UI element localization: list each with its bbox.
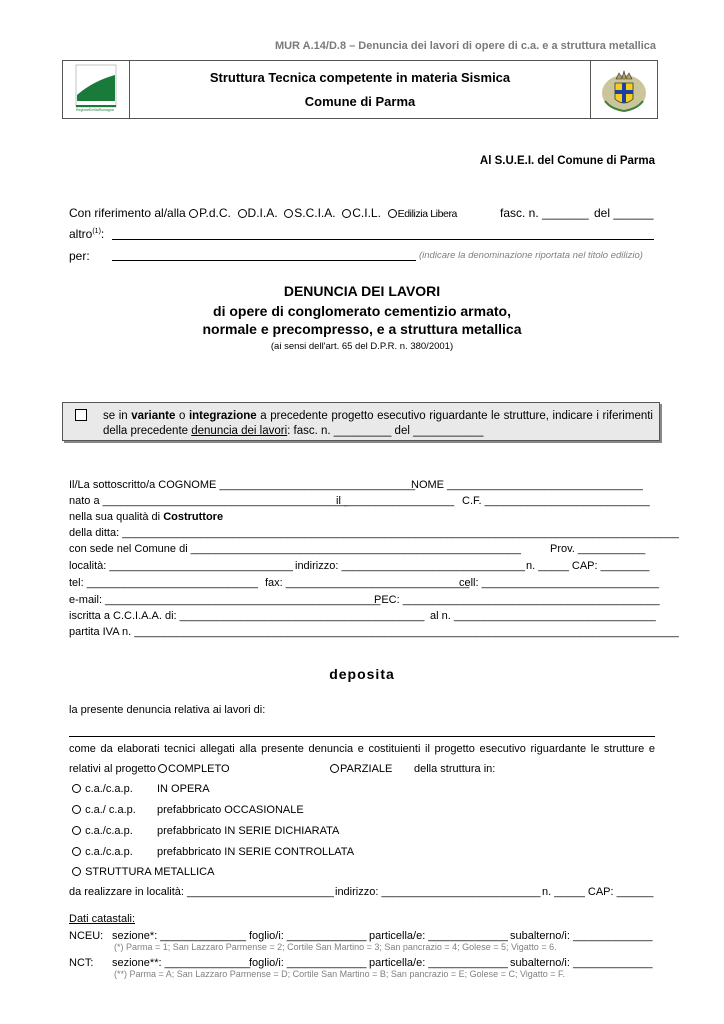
cell-field[interactable]: cell: _____________________________ <box>459 577 660 589</box>
nct-subalterno-field[interactable]: subalterno/i: _____________ <box>510 957 653 969</box>
partita-iva-field[interactable]: partita IVA n. _________________________________________________________________________________________ <box>69 626 679 638</box>
variant-box <box>62 402 660 441</box>
altro-footnote-marker: (1) <box>92 228 101 235</box>
works-field[interactable] <box>69 736 655 737</box>
legal-reference: (ai sensi dell'art. 65 del D.P.R. n. 380/2001) <box>270 341 454 352</box>
edilizia-libera-radio[interactable] <box>388 209 397 218</box>
type-option-occasionale[interactable]: c.a./ c.a.p. <box>72 804 136 816</box>
type-radio[interactable] <box>72 847 81 856</box>
parma-crest-cell <box>590 61 657 118</box>
nct-foglio-field[interactable]: foglio/i: _____________ <box>249 957 367 969</box>
cciaa-number-field[interactable]: al n. _________________________________ <box>430 610 656 622</box>
sede-field[interactable]: con sede nel Comune di ______________________________________________________ <box>69 543 522 555</box>
recipient: Al S.U.E.I. del Comune di Parma <box>479 155 655 167</box>
type-radio[interactable] <box>72 784 81 793</box>
reference-row <box>69 206 457 220</box>
fax-field[interactable]: fax: ______________________________ <box>265 577 470 589</box>
per-hint: (indicare la denominazione riportata nel titolo edilizio) <box>419 250 643 261</box>
type-label: prefabbricato OCCASIONALE <box>157 804 304 816</box>
nceu-particella-field[interactable]: particella/e: _____________ <box>369 930 508 942</box>
realizzare-localita-field[interactable]: da realizzare in località: ________________________ <box>69 886 334 898</box>
nct-sezione-field[interactable]: sezione**: ______________ <box>112 957 251 969</box>
nato-field[interactable]: nato a ________________________________________ <box>69 495 348 507</box>
per-field[interactable] <box>112 260 416 261</box>
variant-text: se in variante o integrazione a precedente progetto esecutivo riguardante le strutture, indicare i riferimenti della precedente denuncia dei lavori: fasc. n. _________ del ___________ <box>103 410 653 437</box>
header-title: Struttura Tecnica competente in materia Sismica <box>209 70 511 85</box>
per-label: per: <box>69 249 90 263</box>
type-label: prefabbricato IN SERIE CONTROLLATA <box>157 846 355 858</box>
altro-field[interactable] <box>112 239 654 240</box>
type-radio[interactable] <box>72 805 81 814</box>
nome-field[interactable]: NOME ________________________________ <box>411 479 643 491</box>
edilizia-libera-label: Edilizia Libera <box>397 208 457 220</box>
type-option-in-opera[interactable]: c.a./c.a.p. <box>72 783 133 795</box>
scia-radio[interactable] <box>284 209 293 218</box>
main-title: DENUNCIA DEI LAVORI <box>283 283 441 299</box>
variant-checkbox[interactable] <box>75 409 87 421</box>
parma-coat-of-arms-icon <box>591 61 657 118</box>
header-subtitle: Comune di Parma <box>304 94 416 109</box>
nceu-foglio-field[interactable]: foglio/i: _____________ <box>249 930 367 942</box>
dia-label: D.I.A. <box>247 206 278 220</box>
works-intro: la presente denuncia relativa ai lavori di: <box>69 704 266 716</box>
type-option-metallica[interactable]: STRUTTURA METALLICA <box>72 866 214 878</box>
del-field[interactable]: del ______ <box>594 206 654 220</box>
cil-radio[interactable] <box>342 209 351 218</box>
localita-field[interactable]: località: ______________________________ <box>69 560 293 572</box>
main-subtitle-1: di opere di conglomerato cementizio armato, <box>213 303 511 319</box>
nct-label: NCT: <box>69 957 94 969</box>
ditta-field[interactable]: della ditta: ___________________________________________________________________________________________ <box>69 527 679 539</box>
nceu-subalterno-field[interactable]: subalterno/i: _____________ <box>510 930 653 942</box>
fasc-field[interactable]: fasc. n. _______ <box>500 206 589 220</box>
pdc-radio[interactable] <box>189 209 198 218</box>
tel-field[interactable]: tel: ____________________________ <box>69 577 259 589</box>
region-logo-cell <box>63 61 130 118</box>
nceu-note: (*) Parma = 1; San Lazzaro Parmense = 2; Cortile San Martino = 3; San pancrazio = 4; Golese = 5; Vigatto = 6. <box>114 942 557 952</box>
reference-prefix: Con riferimento al/alla <box>69 206 186 220</box>
della-struttura-label: della struttura in: <box>414 763 496 775</box>
altro-label: altro$^{(1)}$: <box>69 227 105 241</box>
type-radio[interactable] <box>72 867 81 876</box>
nct-particella-field[interactable]: particella/e: _____________ <box>369 957 508 969</box>
works-indirizzo-field[interactable]: indirizzo: __________________________ <box>335 886 541 898</box>
logo-caption: RegioneEmiliaRomagna <box>76 108 114 112</box>
indirizzo-field[interactable]: indirizzo: ______________________________ <box>295 560 525 572</box>
type-label: IN OPERA <box>157 783 210 795</box>
progetto-label: relativi al progetto <box>69 763 156 775</box>
n-cap-field[interactable]: n. _____ CAP: ________ <box>526 560 650 572</box>
qualita-label: nella sua qualità di Costruttore <box>69 511 224 523</box>
cadastre-title: Dati catastali: <box>69 913 136 925</box>
pec-field[interactable]: PEC: __________________________________________ <box>374 594 660 606</box>
type-radio[interactable] <box>72 826 81 835</box>
deposita-heading: deposita <box>329 666 395 682</box>
cognome-field[interactable]: Il/La sottoscritto/a COGNOME ________________________________ <box>69 479 416 491</box>
completo-radio[interactable] <box>158 764 167 773</box>
parziale-option[interactable]: PARZIALE <box>330 763 392 775</box>
works-description: come da elaborati tecnici allegati alla presente denuncia e costituienti il progetto esecutivo riguardante le strutture e <box>69 743 655 755</box>
type-option-serie-controllata[interactable]: c.a./c.a.p. <box>72 846 133 858</box>
type-option-serie-dichiarata[interactable]: c.a./c.a.p. <box>72 825 133 837</box>
parziale-radio[interactable] <box>330 764 339 773</box>
nceu-label: NCEU: <box>69 930 104 942</box>
scia-label: S.C.I.A. <box>294 206 336 220</box>
header-box <box>62 60 658 119</box>
dia-radio[interactable] <box>238 209 247 218</box>
nct-note: (**) Parma = A; San Lazzaro Parmense = D; Cortile San Martino = B; San pancrazio = E; Golese = C; Vigatto = F. <box>114 969 566 979</box>
cil-label: C.I.L. <box>352 206 381 220</box>
main-subtitle-2: normale e precompresso, e a struttura metallica <box>202 321 522 337</box>
pdc-label: P.d.C. <box>199 206 231 220</box>
email-field[interactable]: e-mail: _____________________________________________ <box>69 594 381 606</box>
document-code: MUR A.14/D.8 – Denuncia dei lavori di opere di c.a. e a struttura metallica <box>274 40 656 52</box>
prov-field[interactable]: Prov. ___________ <box>550 543 646 555</box>
completo-option[interactable]: COMPLETO <box>158 763 230 775</box>
type-label: prefabbricato IN SERIE DICHIARATA <box>157 825 340 837</box>
cciaa-field[interactable]: iscritta a C.C.I.A.A. di: ________________________________________ <box>69 610 425 622</box>
works-n-cap-field[interactable]: n. _____ CAP: ______ <box>542 886 654 898</box>
il-field[interactable]: il __________________ <box>336 495 455 507</box>
nceu-sezione-field[interactable]: sezione*: ______________ <box>112 930 246 942</box>
cf-field[interactable]: C.F. ___________________________ <box>462 495 650 507</box>
